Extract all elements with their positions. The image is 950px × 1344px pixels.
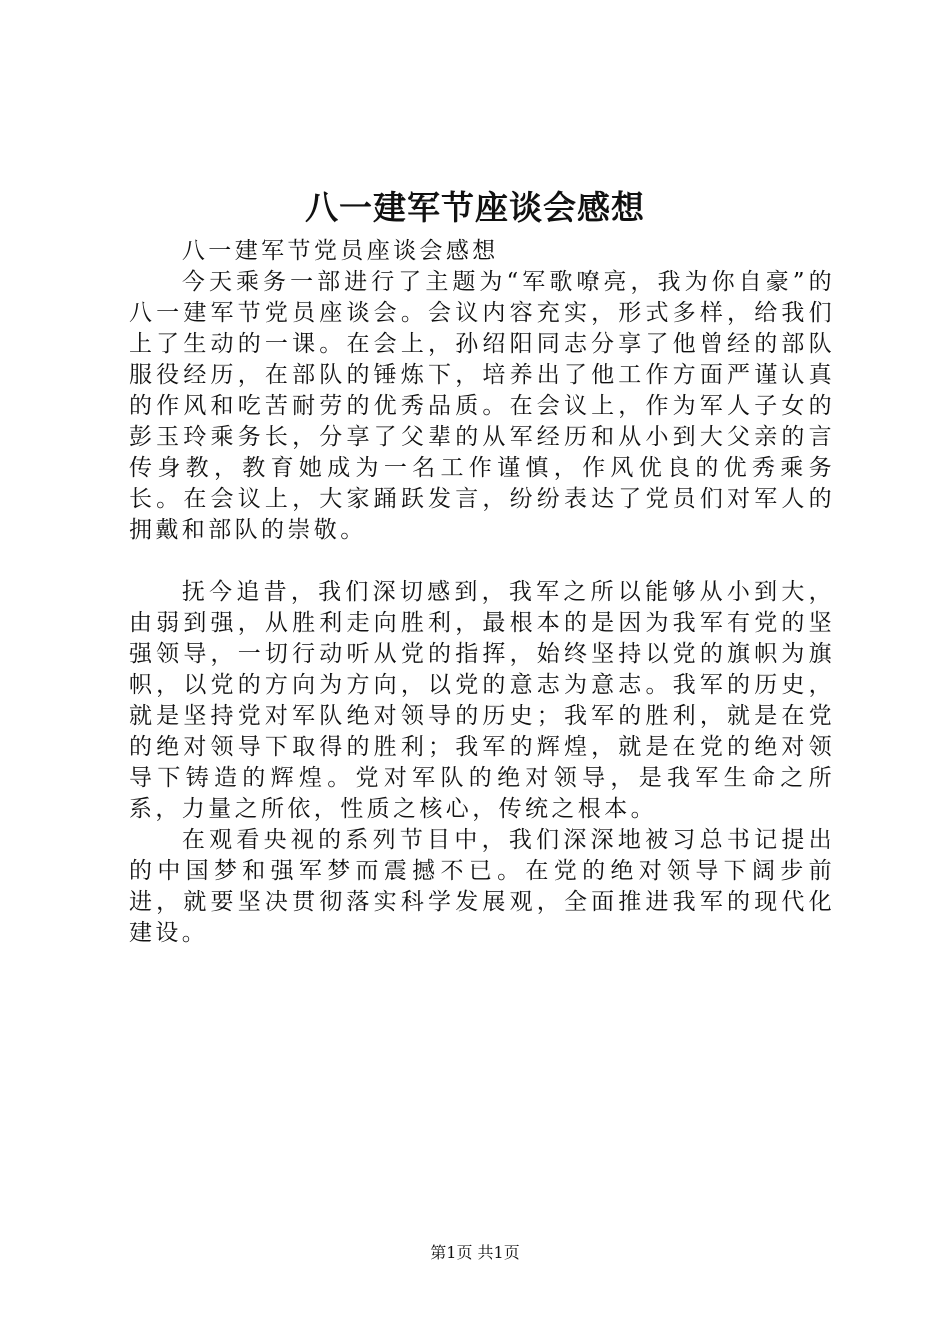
subtitle-paragraph: 八一建军节党员座谈会感想 [181, 238, 499, 264]
page-number-footer: 第1页 共1页 [430, 1243, 520, 1262]
document-body [129, 236, 835, 949]
document-title: 八一建军节座谈会感想 [305, 188, 645, 227]
body-paragraph: 抚今追昔，我们深切感到，我军之所以能够从小到大，由弱到强，从胜利走向胜利，最根本的是因为我军有党的坚强领导，一切行动听从党的指挥，始终坚持以党的旗帜为旗帜，以党的方向为方向，以党的意志为意志。我军的历史，就是坚持党对军队绝对领导的历史；我军的胜利，就是在党的绝对领导下取得的胜利；我军的辉煌，就是在党的绝对领导下铸造的辉煌。党对军队的绝对领导，是我军生命之所系，力量之所依，性质之核心，传统之根本。 [129, 579, 835, 822]
body-paragraph: 今天乘务一部进行了主题为“军歌嘹亮，我为你自豪”的八一建军节党员座谈会。会议内容充实，形式多样，给我们上了生动的一课。在会上，孙绍阳同志分享了他曾经的部队服役经历，在部队的锤炼下，培养出了他工作方面严谨认真的作风和吃苦耐劳的优秀品质。在会议上，作为军人子女的彭玉玲乘务长，分享了父辈的从军经历和从小到大父亲的言传身教，教育她成为一名工作谨慎，作风优良的优秀乘务长。在会议上，大家踊跃发言，纷纷表达了党员们对军人的拥戴和部队的崇敬。 [129, 269, 835, 543]
body-paragraph: 在观看央视的系列节目中，我们深深地被习总书记提出的中国梦和强军梦而震撼不已。在党的绝对领导下阔步前进，就要坚决贯彻落实科学发展观，全面推进我军的现代化建设。 [129, 827, 835, 946]
